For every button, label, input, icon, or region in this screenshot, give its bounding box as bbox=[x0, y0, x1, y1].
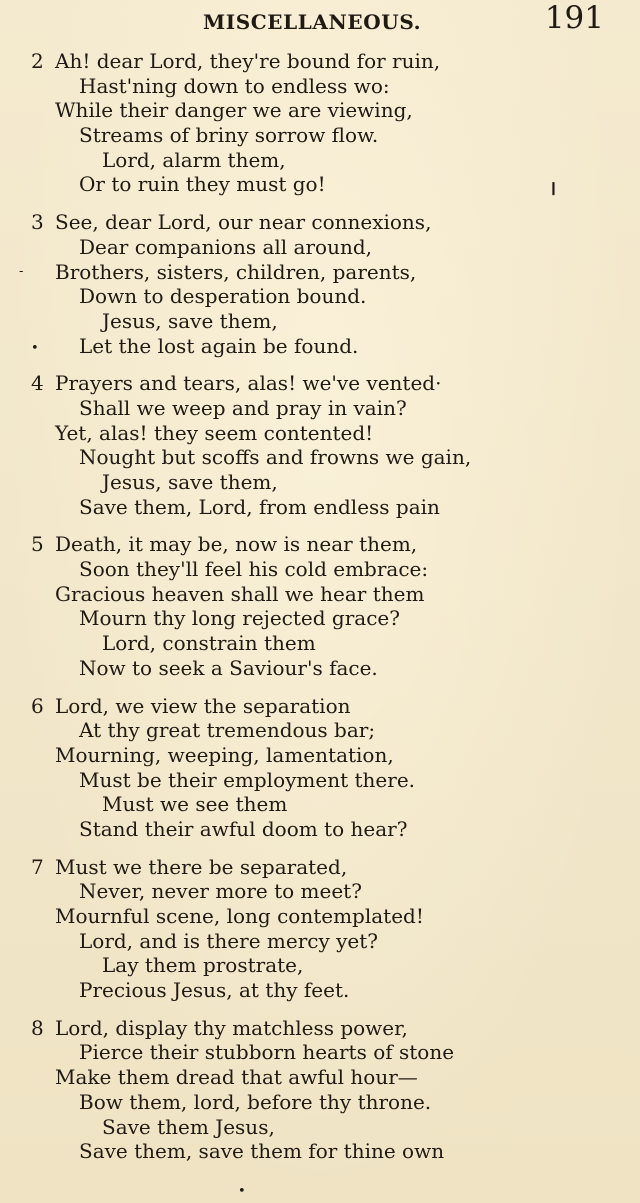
verse-line: Jesus, save them, bbox=[102, 470, 278, 494]
verse-line: Soon they'll feel his cold embrace: bbox=[79, 557, 429, 582]
verse-number: 8 bbox=[31, 1015, 44, 1040]
verse-line: Streams of briny sorrow flow. bbox=[79, 123, 379, 148]
verse-line: 8 Lord, display thy matchless power, bbox=[31, 1015, 408, 1040]
verse-number: 2 bbox=[31, 49, 44, 73]
verse-line: Hast'ning down to endless wo: bbox=[79, 73, 390, 98]
ink-speck: • bbox=[31, 341, 39, 356]
verse-number: 4 bbox=[31, 371, 44, 396]
verse-line: 6 Lord, we view the separation bbox=[31, 693, 351, 718]
verse-line: Gracious heaven shall we hear them bbox=[55, 581, 425, 606]
verse-number: 3 bbox=[31, 210, 44, 235]
verse-line: Make them dread that awful hour— bbox=[55, 1065, 418, 1090]
page-number: 191 bbox=[544, 0, 604, 36]
verse-3 bbox=[0, 210, 640, 358]
ink-speck: ❙ bbox=[548, 181, 559, 196]
verse-line: Bow them, lord, before thy throne. bbox=[79, 1089, 432, 1114]
verse-line: Lay them prostrate, bbox=[102, 953, 304, 978]
verse-line: Jesus, save them, bbox=[102, 308, 278, 333]
verse-line: 7 Must we there be separated, bbox=[31, 854, 348, 879]
running-header: MISCELLANEOUS. bbox=[203, 10, 422, 34]
verse-7 bbox=[0, 855, 640, 1003]
verse-line: Down to desperation bound. bbox=[79, 284, 367, 309]
verse-line: Must we see them bbox=[102, 792, 288, 817]
verse-line: Must be their employment there. bbox=[79, 767, 416, 792]
verse-line: At thy great tremendous bar; bbox=[79, 718, 376, 743]
verse-number: 5 bbox=[31, 532, 44, 557]
verse-line: Mourn thy long rejected grace? bbox=[79, 606, 400, 631]
verse-line: 4 Prayers and tears, alas! we've vented· bbox=[31, 371, 442, 396]
verse-line: Brothers, sisters, children, parents, bbox=[55, 259, 417, 284]
verse-5 bbox=[0, 532, 640, 680]
hymn-text bbox=[0, 49, 640, 1177]
verse-line: Nought but scoffs and frowns we gain, bbox=[79, 445, 472, 470]
verse-line: Precious Jesus, at thy feet. bbox=[79, 978, 350, 1003]
verse-line: Never, never more to meet? bbox=[79, 879, 362, 904]
verse-line: Shall we weep and pray in vain? bbox=[79, 395, 407, 420]
verse-line: Now to seek a Saviour's face. bbox=[79, 655, 378, 680]
verse-line: 3 See, dear Lord, our near connexions, bbox=[31, 210, 432, 235]
verse-2 bbox=[0, 49, 640, 197]
verse-line: Let the lost again be found. bbox=[79, 333, 359, 358]
verse-line: Mournful scene, long contemplated! bbox=[55, 904, 424, 928]
verse-line: 5 Death, it may be, now is near them, bbox=[31, 532, 418, 557]
verse-line: Stand their awful doom to hear? bbox=[79, 816, 408, 841]
verse-number: 6 bbox=[31, 693, 44, 718]
verse-line: Save them, save them for thine own bbox=[79, 1139, 445, 1164]
verse-line: Lord, constrain them bbox=[102, 631, 316, 656]
verse-line: Dear companions all around, bbox=[79, 234, 372, 259]
verse-line: Pierce their stubborn hearts of stone bbox=[79, 1040, 455, 1065]
verse-line: Or to ruin they must go! bbox=[79, 172, 326, 197]
verse-6 bbox=[0, 694, 640, 842]
verse-8 bbox=[0, 1016, 640, 1164]
verse-line: Save them Jesus, bbox=[102, 1114, 275, 1139]
ink-speck: • bbox=[238, 1184, 246, 1199]
verse-line: Lord, and is there mercy yet? bbox=[79, 928, 379, 953]
ink-speck: ‐ bbox=[19, 264, 24, 279]
verse-line: Save them, Lord, from endless pain bbox=[79, 494, 440, 519]
verse-number: 7 bbox=[31, 854, 44, 879]
verse-line: Yet, alas! they seem contented! bbox=[55, 420, 374, 445]
verse-line: 2 Ah! dear Lord, they're bound for ruin, bbox=[31, 49, 441, 73]
verse-line: While their danger we are viewing, bbox=[55, 98, 413, 123]
verse-line: Lord, alarm them, bbox=[102, 147, 286, 172]
verse-line: Mourning, weeping, lamentation, bbox=[55, 742, 394, 767]
verse-4 bbox=[0, 371, 640, 519]
